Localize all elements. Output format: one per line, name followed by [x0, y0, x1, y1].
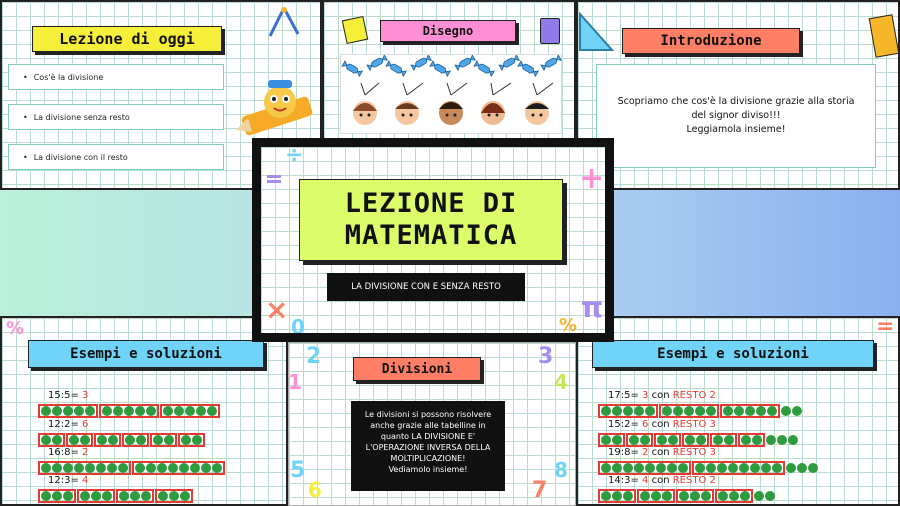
- dot: [718, 491, 728, 501]
- dot: [740, 491, 750, 501]
- set-square-icon: [578, 12, 614, 52]
- equation: 19:8= 2 con RESTO 3: [608, 447, 716, 458]
- equation: 12:3= 4: [48, 475, 89, 486]
- slide-title: Esempi e soluzioni: [28, 340, 264, 368]
- dot: [69, 435, 79, 445]
- equation: 17:5= 3 con RESTO 2: [608, 390, 716, 401]
- dot: [96, 463, 106, 473]
- dot: [739, 463, 749, 473]
- remainder-dot: [792, 406, 802, 416]
- intro-text-box: [596, 64, 876, 168]
- dot: [706, 463, 716, 473]
- dot-groups: [38, 461, 225, 475]
- dot: [695, 463, 705, 473]
- dot: [108, 435, 118, 445]
- dot: [729, 491, 739, 501]
- dot-group: [38, 461, 131, 475]
- drawing-area: [340, 54, 562, 134]
- dot: [168, 463, 178, 473]
- dot: [651, 491, 661, 501]
- dot: [52, 435, 62, 445]
- compass-icon: [264, 6, 304, 40]
- decor-number: 8: [554, 458, 568, 482]
- dot: [752, 435, 762, 445]
- dot: [174, 406, 184, 416]
- dot: [640, 491, 650, 501]
- dot-group: [160, 404, 220, 418]
- dot: [772, 463, 782, 473]
- dot: [135, 406, 145, 416]
- dot: [767, 406, 777, 416]
- remainder-dot: [797, 463, 807, 473]
- dot-group: [637, 489, 675, 503]
- remainder-dot: [786, 463, 796, 473]
- dot: [181, 435, 191, 445]
- dot-group: [692, 461, 785, 475]
- dot: [684, 406, 694, 416]
- dot: [696, 435, 706, 445]
- dot: [63, 406, 73, 416]
- equation: 12:2= 6: [48, 419, 89, 430]
- dot-group: [715, 489, 753, 503]
- dot-group: [77, 489, 115, 503]
- dot: [146, 463, 156, 473]
- equation: 14:3= 4 con RESTO 2: [608, 475, 716, 486]
- dot: [612, 435, 622, 445]
- dot: [102, 406, 112, 416]
- dot: [212, 463, 222, 473]
- equation: 15:2= 6 con RESTO 3: [608, 419, 716, 430]
- divisions-text-line: Vediamolo insieme!: [388, 465, 468, 474]
- remainder-dot: [766, 435, 776, 445]
- divisions-text-line: Le divisioni si possono risolvere: [364, 410, 492, 419]
- dot-group: [654, 433, 681, 447]
- dot: [741, 435, 751, 445]
- divisions-text-line: MOLTIPLICAZIONE!: [390, 454, 466, 463]
- dot: [662, 406, 672, 416]
- equation: 15:5= 3: [48, 390, 89, 401]
- dot: [634, 463, 644, 473]
- dot: [623, 406, 633, 416]
- dot-group: [178, 433, 205, 447]
- divisions-text-box: [351, 401, 505, 491]
- multiply-icon: ×: [265, 293, 289, 326]
- dot: [745, 406, 755, 416]
- dot-group: [116, 489, 154, 503]
- dot: [673, 406, 683, 416]
- dot: [634, 406, 644, 416]
- dot-group: [710, 433, 737, 447]
- intro-text-line: Scopriamo che cos'è la divisione grazie alla storia: [617, 96, 855, 107]
- dot: [158, 491, 168, 501]
- equals-icon: =: [876, 314, 895, 339]
- dot: [645, 406, 655, 416]
- remainder-dot: [808, 463, 818, 473]
- dot-group: [720, 404, 780, 418]
- dot-groups: [38, 404, 220, 418]
- dot: [74, 463, 84, 473]
- dot: [157, 463, 167, 473]
- dot: [80, 491, 90, 501]
- dot-group: [598, 461, 691, 475]
- dot: [662, 491, 672, 501]
- dot: [629, 435, 639, 445]
- equals-small-icon: [267, 175, 281, 183]
- dot-groups: [598, 433, 798, 447]
- main-subtitle: LA DIVISIONE CON E SENZA RESTO: [327, 273, 525, 301]
- dot-group: [38, 404, 98, 418]
- dot-group: [99, 404, 159, 418]
- dot: [125, 435, 135, 445]
- dot: [690, 491, 700, 501]
- remainder-dot: [754, 491, 764, 501]
- slide-title: Disegno: [380, 20, 516, 42]
- dot: [41, 406, 51, 416]
- dot: [85, 463, 95, 473]
- decor-number: 7: [532, 478, 548, 503]
- dot: [601, 463, 611, 473]
- intro-text-line: Leggiamola insieme!: [686, 124, 786, 135]
- dot: [74, 406, 84, 416]
- slide-title: Lezione di oggi: [32, 26, 222, 52]
- dot-group: [150, 433, 177, 447]
- dot: [141, 491, 151, 501]
- dot: [164, 435, 174, 445]
- dot: [163, 406, 173, 416]
- dot: [623, 491, 633, 501]
- dot: [667, 463, 677, 473]
- equation: 16:8= 2: [48, 447, 89, 458]
- dot: [601, 435, 611, 445]
- dot: [612, 491, 622, 501]
- dot: [723, 406, 733, 416]
- dot: [146, 406, 156, 416]
- remainder-dot: [781, 406, 791, 416]
- divide-icon: ÷: [285, 147, 304, 168]
- dot: [41, 435, 51, 445]
- dot: [91, 491, 101, 501]
- dot-group: [598, 433, 625, 447]
- dot: [180, 491, 190, 501]
- dot-group: [38, 489, 76, 503]
- remainder-dot: [765, 491, 775, 501]
- dot: [52, 463, 62, 473]
- dot: [679, 491, 689, 501]
- divisions-text-line: anche grazie alle tabelline in: [370, 421, 486, 430]
- dot-groups: [598, 461, 818, 475]
- dot: [97, 435, 107, 445]
- decor-number: 5: [290, 458, 306, 483]
- dot: [750, 463, 760, 473]
- divisions-text-line: L'OPERAZIONE INVERSA DELLA: [365, 443, 491, 452]
- slide-title: Introduzione: [622, 28, 800, 54]
- dot: [728, 463, 738, 473]
- dot: [756, 406, 766, 416]
- dot: [196, 406, 206, 416]
- dot: [135, 463, 145, 473]
- dot-group: [659, 404, 719, 418]
- dot: [80, 435, 90, 445]
- dot: [130, 491, 140, 501]
- plus-icon: +: [579, 161, 605, 196]
- dot: [169, 491, 179, 501]
- decor-number: 6: [308, 478, 322, 502]
- slide-examples-right[interactable]: [576, 316, 900, 506]
- slide-intro[interactable]: [576, 0, 900, 190]
- pencil-mascot-icon: [234, 72, 322, 142]
- dot-group: [738, 433, 765, 447]
- dot: [678, 463, 688, 473]
- dot: [623, 463, 633, 473]
- dot: [179, 463, 189, 473]
- dot: [201, 463, 211, 473]
- dot: [52, 406, 62, 416]
- dot: [107, 463, 117, 473]
- slide-main-title[interactable]: [252, 138, 614, 342]
- dot-group: [155, 489, 193, 503]
- dot: [656, 463, 666, 473]
- dot: [153, 435, 163, 445]
- dot: [124, 406, 134, 416]
- dot: [601, 491, 611, 501]
- dot-group: [94, 433, 121, 447]
- list-item: • La divisione senza resto: [8, 104, 224, 130]
- slide-title: Divisioni: [353, 357, 481, 381]
- dot: [645, 463, 655, 473]
- slide-examples-left[interactable]: [0, 316, 288, 506]
- dot: [668, 435, 678, 445]
- dot: [657, 435, 667, 445]
- dot: [724, 435, 734, 445]
- dot: [685, 435, 695, 445]
- dot: [695, 406, 705, 416]
- decor-number: 3: [538, 344, 554, 369]
- remainder-dot: [777, 435, 787, 445]
- percent-icon: %: [559, 315, 578, 333]
- dot: [113, 406, 123, 416]
- dot: [185, 406, 195, 416]
- decor-number: 4: [554, 370, 568, 394]
- dot: [706, 406, 716, 416]
- dot: [701, 491, 711, 501]
- decor-number: 1: [288, 370, 302, 394]
- dot: [119, 491, 129, 501]
- dot: [136, 435, 146, 445]
- remainder-dot: [788, 435, 798, 445]
- main-title-line: MATEMATICA: [344, 220, 518, 251]
- list-item: • La divisione con il resto: [8, 144, 224, 170]
- ruler-icon: [869, 14, 900, 58]
- dot-group: [598, 489, 636, 503]
- dot: [41, 463, 51, 473]
- calculator-icon: [540, 18, 560, 44]
- dot: [63, 491, 73, 501]
- dot: [118, 463, 128, 473]
- dot-group: [122, 433, 149, 447]
- decor-number: 2: [306, 344, 322, 369]
- dot: [52, 491, 62, 501]
- divisions-text-line: quanto LA DIVISIONE E': [380, 432, 476, 441]
- dot-group: [38, 433, 65, 447]
- dot-groups: [598, 404, 802, 418]
- dot: [207, 406, 217, 416]
- pi-icon: π: [581, 291, 604, 324]
- dot-group: [598, 404, 658, 418]
- dot: [85, 406, 95, 416]
- slide-drawing[interactable]: [322, 0, 576, 140]
- dot: [640, 435, 650, 445]
- sticky-note-icon: [342, 16, 369, 44]
- main-slide-canvas: [261, 147, 605, 333]
- percent-icon: %: [6, 318, 25, 339]
- dot-groups: [598, 489, 775, 503]
- dot-group: [132, 461, 225, 475]
- dot: [41, 491, 51, 501]
- dot-group: [66, 433, 93, 447]
- dot: [192, 435, 202, 445]
- candies-and-kids-image: [341, 55, 563, 135]
- slide-title: Esempi e soluzioni: [592, 340, 874, 368]
- dot-group: [676, 489, 714, 503]
- dot: [734, 406, 744, 416]
- dot: [102, 491, 112, 501]
- dot-group: [626, 433, 653, 447]
- main-title-box: [299, 179, 563, 261]
- dot-groups: [38, 489, 193, 503]
- dot: [190, 463, 200, 473]
- dot-group: [682, 433, 709, 447]
- dot: [717, 463, 727, 473]
- dot: [601, 406, 611, 416]
- dot: [713, 435, 723, 445]
- list-item: • Cos'è la divisione: [8, 64, 224, 90]
- dot: [761, 463, 771, 473]
- intro-text-line: del signor diviso!!!: [691, 110, 781, 121]
- dot: [612, 463, 622, 473]
- dot-groups: [38, 433, 205, 447]
- zero-icon: 0: [291, 315, 305, 333]
- dot: [612, 406, 622, 416]
- dot: [63, 463, 73, 473]
- main-title-line: LEZIONE DI: [344, 188, 518, 219]
